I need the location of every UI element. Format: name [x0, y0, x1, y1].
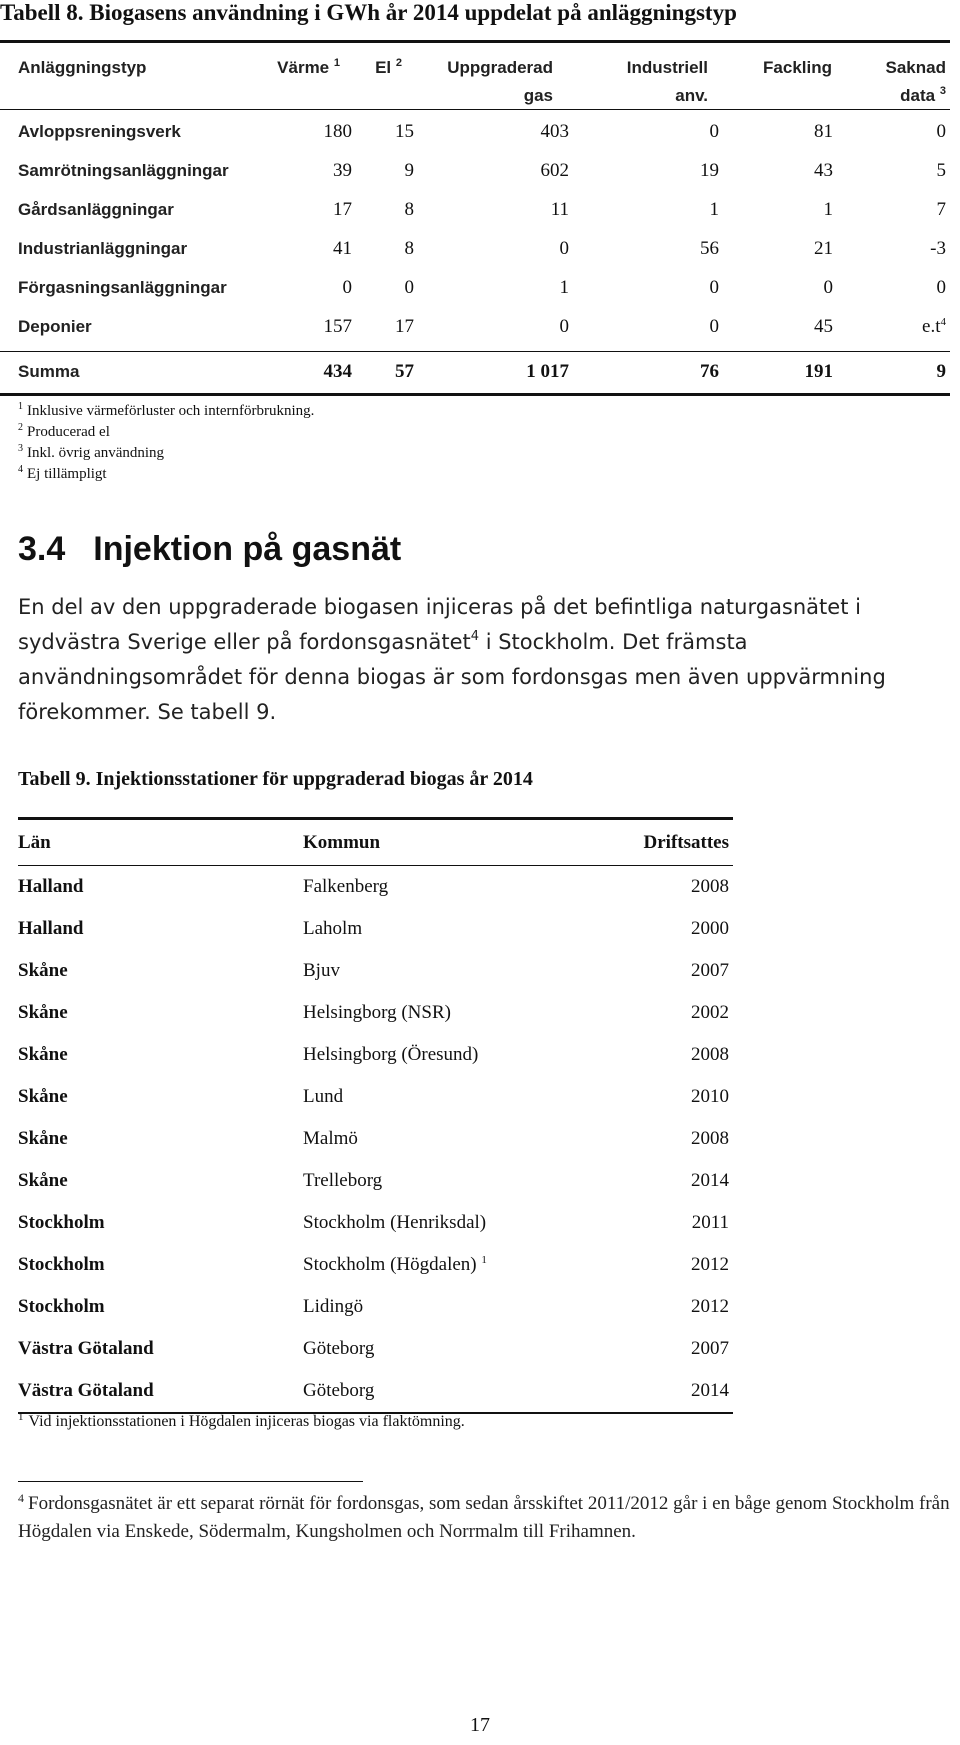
cell-kommun: Laholm [303, 918, 363, 939]
table-row [18, 1244, 733, 1286]
row-label: Deponier [18, 317, 92, 336]
table-row [0, 307, 950, 347]
table-row [18, 1034, 733, 1076]
cell-varme: 39 [333, 160, 352, 181]
cell-varme: 41 [333, 238, 352, 259]
row-label: Samrötningsanläggningar [18, 161, 229, 180]
cell-year: 2010 [691, 1086, 729, 1107]
table-row [18, 866, 733, 908]
cell-fackling: 45 [814, 316, 833, 337]
cell-lan: Skåne [18, 1002, 68, 1023]
cell-uppgraderad: 0 [559, 238, 569, 259]
cell-kommun: Stockholm (Henriksdal) [303, 1212, 487, 1233]
table8-sum-row [0, 352, 950, 392]
sum-saknad: 9 [936, 361, 946, 382]
table-row [18, 1160, 733, 1202]
table8-header-industriell: Industriell anv. [626, 58, 708, 105]
cell-industriell: 1 [709, 199, 719, 220]
cell-kommun: Helsingborg (Öresund) [303, 1044, 479, 1065]
table8-caption: Tabell 8. Biogasens användning i GWh år 2014 uppdelat på anläggningstyp [0, 0, 737, 25]
table-row [18, 992, 733, 1034]
table-row [0, 190, 950, 230]
cell-el: 9 [404, 160, 414, 181]
cell-lan: Skåne [18, 1170, 68, 1191]
cell-fackling: 81 [814, 121, 833, 142]
table9-header-lan: Län [18, 832, 51, 853]
cell-varme: 0 [342, 277, 352, 298]
cell-uppgraderad: 403 [540, 121, 569, 142]
page-footnote: $^4$ Fordonsgasnätet är ett separat rörnät för fordonsgas, som sedan årsskiftet 2011/2012 går i en båge genom Stockholm från Högdalen via Enskede, Södermalm, Kungsholmen och Norrmalm till Frihamnen. [18, 1491, 950, 1542]
cell-varme: 17 [333, 199, 352, 220]
cell-saknad: 5 [936, 160, 946, 181]
sum-industriell: 76 [700, 361, 719, 382]
table-row [18, 1118, 733, 1160]
table-row [0, 268, 950, 308]
cell-uppgraderad: 11 [550, 199, 569, 220]
table8-header-fackling: Fackling [763, 58, 832, 77]
cell-lan: Halland [18, 918, 84, 939]
table-row [0, 229, 950, 269]
table8-footnote: $^4$ Ej tillämpligt [18, 464, 107, 482]
cell-saknad: $e.t^4$ [922, 316, 946, 337]
cell-fackling: 43 [814, 160, 833, 181]
table9-footnote: $^1$ Vid injektionsstationen i Högdalen injiceras biogas via flaktömning. [18, 1411, 465, 1430]
table8-header-varme: Värme $^1$ [277, 57, 340, 77]
cell-industriell: 19 [700, 160, 719, 181]
sum-uppgraderad: 1 017 [526, 361, 569, 382]
footnote-separator [18, 1481, 363, 1482]
cell-year: 2007 [691, 960, 729, 981]
cell-uppgraderad: 0 [559, 316, 569, 337]
row-label: Förgasningsanläggningar [18, 278, 227, 297]
page-number: 17 [470, 1714, 490, 1736]
sum-fackling: 191 [804, 361, 833, 382]
cell-varme: 157 [323, 316, 352, 337]
table8-bottom-rule [0, 393, 950, 396]
cell-kommun: Malmö [303, 1128, 358, 1149]
cell-el: 17 [395, 316, 414, 337]
cell-lan: Stockholm [18, 1212, 105, 1233]
cell-uppgraderad: 1 [559, 277, 569, 298]
table9-caption: Tabell 9. Injektionsstationer för uppgraderad biogas år 2014 [18, 768, 533, 790]
cell-kommun: Helsingborg (NSR) [303, 1002, 451, 1023]
cell-year: 2011 [691, 1212, 729, 1233]
cell-lan: Skåne [18, 1044, 68, 1065]
cell-lan: Halland [18, 876, 84, 897]
table-row [0, 151, 950, 191]
row-label: Gårdsanläggningar [18, 200, 174, 219]
cell-kommun: Bjuv [303, 960, 340, 981]
table-row [0, 112, 950, 152]
section-title: Injektion på gasnät [93, 530, 402, 568]
cell-kommun: Göteborg [303, 1338, 375, 1359]
cell-year: 2014 [691, 1380, 729, 1401]
cell-year: 2014 [691, 1170, 729, 1191]
table-row [18, 1076, 733, 1118]
table-row [18, 908, 733, 950]
table9-top-rule [18, 817, 733, 820]
table9-header-driftsattes: Driftsattes [643, 832, 729, 853]
cell-kommun: Lund [303, 1086, 344, 1107]
table-row [18, 1286, 733, 1328]
cell-fackling: 0 [823, 277, 833, 298]
cell-lan: Västra Götaland [18, 1338, 154, 1359]
table8-footnote: $^1$ Inklusive värmeförluster och internförbrukning. [18, 401, 315, 419]
cell-el: 8 [404, 238, 414, 259]
cell-saknad: -3 [930, 238, 946, 259]
table8-header-el: El $^2$ [375, 57, 402, 77]
cell-year: 2008 [691, 1044, 729, 1065]
cell-industriell: 0 [709, 121, 719, 142]
cell-el: 15 [395, 121, 414, 142]
table8-header-rule [0, 109, 950, 110]
cell-lan: Stockholm [18, 1296, 105, 1317]
cell-industriell: 0 [709, 277, 719, 298]
sum-el: 57 [395, 361, 414, 382]
table8-top-rule [0, 40, 950, 43]
cell-lan: Skåne [18, 960, 68, 981]
cell-year: 2008 [691, 1128, 729, 1149]
cell-year: 2012 [691, 1296, 729, 1317]
cell-uppgraderad: 602 [540, 160, 569, 181]
table8-footnote: $^2$ Producerad el [18, 422, 110, 440]
footnote-ref: 4 [470, 629, 480, 644]
table8-footnote: $^3$ Inkl. övrig användning [18, 443, 165, 461]
table-row [18, 1202, 733, 1244]
cell-year: 2007 [691, 1338, 729, 1359]
cell-year: 2000 [691, 918, 729, 939]
cell-lan: Västra Götaland [18, 1380, 154, 1401]
section-paragraph: En del av den uppgraderade biogasen injiceras på det befintliga naturgasnätet i sydvästra Sverige eller på fordonsgasnätet$^4$ i Stockholm. Det främsta användningsområdet för denna biogas är som fordonsgas men även uppvärmning förekommer. Se tabell 9. [18, 595, 886, 724]
table-row [18, 950, 733, 992]
cell-kommun: Göteborg [303, 1380, 375, 1401]
row-label: Avloppsreningsverk [18, 122, 181, 141]
cell-kommun: Lidingö [303, 1296, 364, 1317]
cell-year: 2002 [691, 1002, 729, 1023]
sum-label: Summa [18, 362, 80, 381]
table8-header-saknad: Saknad data $^3$ [885, 58, 946, 105]
section-number: 3.4 [18, 530, 66, 568]
cell-lan: Stockholm [18, 1254, 105, 1275]
cell-industriell: 56 [700, 238, 719, 259]
cell-industriell: 0 [709, 316, 719, 337]
cell-fackling: 1 [823, 199, 833, 220]
cell-kommun: Stockholm (Högdalen) $^1$ [303, 1254, 487, 1275]
cell-varme: 180 [323, 121, 352, 142]
table9-header-kommun: Kommun [303, 832, 381, 853]
section-heading [18, 530, 401, 569]
cell-year: 2008 [691, 876, 729, 897]
cell-saknad: 0 [936, 277, 946, 298]
table8-header-type: Anläggningstyp [18, 58, 147, 77]
cell-lan: Skåne [18, 1128, 68, 1149]
cell-kommun: Trelleborg [303, 1170, 383, 1191]
cell-year: 2012 [691, 1254, 729, 1275]
cell-fackling: 21 [814, 238, 833, 259]
cell-el: 8 [404, 199, 414, 220]
table9-header [18, 822, 733, 864]
sum-varme: 434 [323, 361, 352, 382]
table8-header-uppgraderad: Uppgraderad gas [447, 58, 553, 105]
cell-lan: Skåne [18, 1086, 68, 1107]
row-label: Industrianläggningar [18, 239, 188, 258]
cell-kommun: Falkenberg [303, 876, 389, 897]
table-row [18, 1370, 733, 1412]
cell-el: 0 [404, 277, 414, 298]
table-row [18, 1328, 733, 1370]
cell-saknad: 7 [936, 199, 946, 220]
cell-saknad: 0 [936, 121, 946, 142]
